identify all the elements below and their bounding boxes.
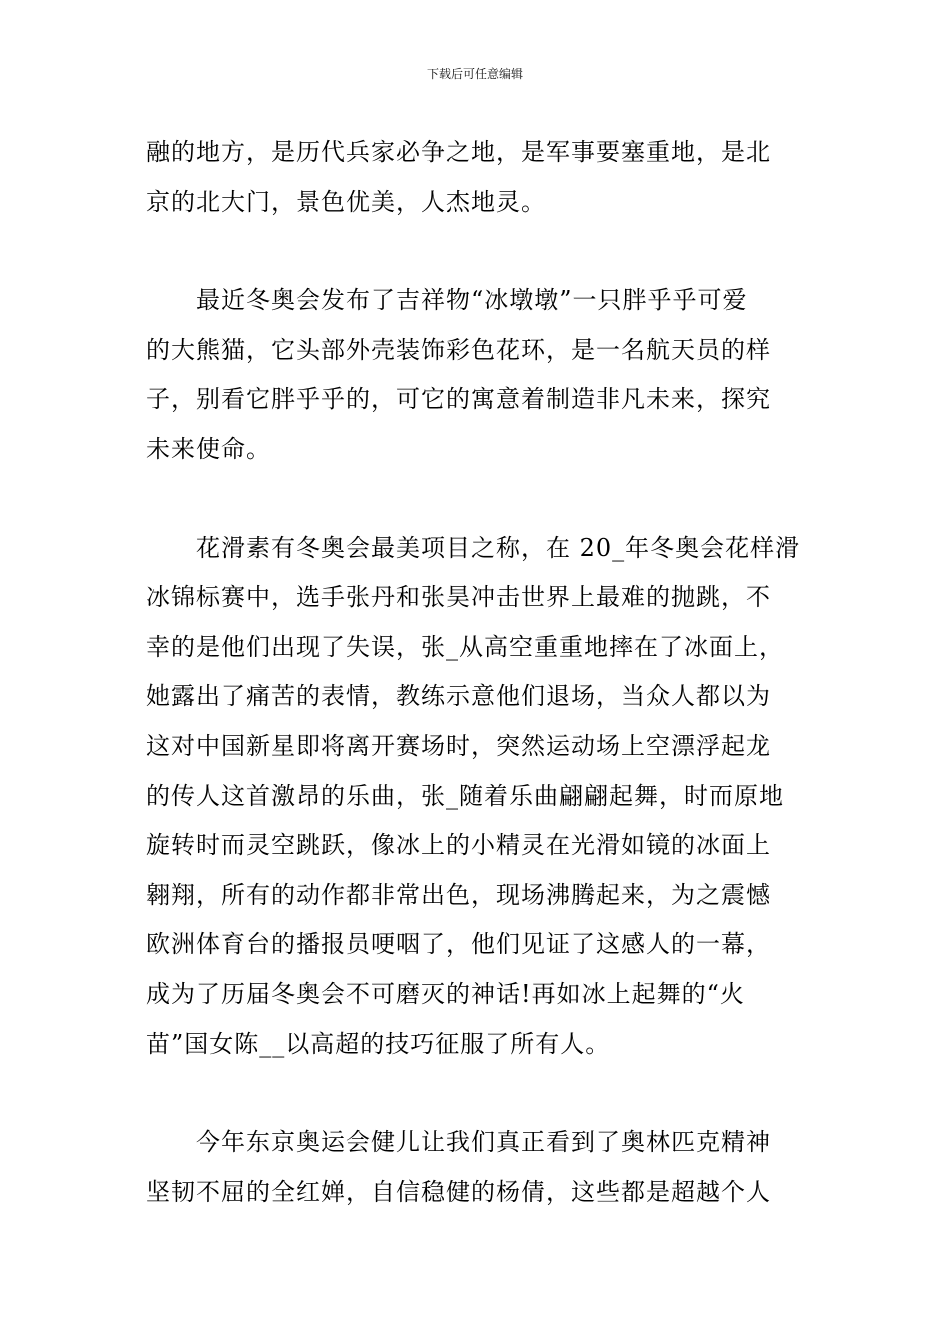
text-line: 今年东京奥运会健儿让我们真正看到了奥林匹克精神 [196,1128,771,1157]
text-line: 幸的是他们出现了失误，张_从高空重重地摔在了冰面上， [146,632,784,661]
text-line: 冰锦标赛中，选手张丹和张昊冲击世界上最难的抛跳，不 [146,583,771,612]
text-line: 京的北大门，景色优美，人杰地灵。 [146,187,546,216]
text-line: 成为了历届冬奥会不可磨灭的神话!再如冰上起舞的“火 [146,979,745,1008]
paragraph-gap [146,475,810,524]
paragraph [146,1118,810,1217]
text-line: 这对中国新星即将离开赛场时，突然运动场上空漂浮起龙 [146,731,771,760]
text-line: 的大熊猫，它头部外壳装饰彩色花环，是一名航天员的样 [146,335,771,364]
text-line: 旋转时而灵空跳跃，像冰上的小精灵在光滑如镜的冰面上 [146,831,771,860]
paragraph-gap [146,1069,810,1118]
text-line: 子，别看它胖乎乎的，可它的寓意着制造非凡未来，探究 [146,385,771,414]
text-line: 欧洲体育台的播报员哽咽了，他们见证了这感人的一幕， [146,930,771,959]
paragraph [146,128,810,227]
text-line: 最近冬奥会发布了吉祥物“冰墩墩”一只胖乎乎可爱 [196,286,748,315]
paragraph [146,524,810,1070]
text-line: 苗”国女陈__以高超的技巧征服了所有人。 [146,1029,611,1058]
document-body [146,128,810,1217]
text-line: 花滑素有冬奥会最美项目之称，在 20_年冬奥会花样滑 [196,533,801,562]
text-line: 未来使命。 [146,434,271,463]
paragraph [146,276,810,474]
text-line: 坚韧不屈的全红婵，自信稳健的杨倩，这些都是超越个人 [146,1177,771,1206]
page-header: 下载后可任意编辑 [426,67,523,81]
text-line: 她露出了痛苦的表情，教练示意他们退场，当众人都以为 [146,682,771,711]
text-line: 翱翔，所有的动作都非常出色，现场沸腾起来，为之震憾 [146,880,771,909]
text-line: 的传人这首激昂的乐曲，张_随着乐曲翩翩起舞，时而原地 [146,781,784,810]
text-line: 融的地方，是历代兵家必争之地，是军事要塞重地，是北 [146,138,771,166]
paragraph-gap [146,227,810,276]
